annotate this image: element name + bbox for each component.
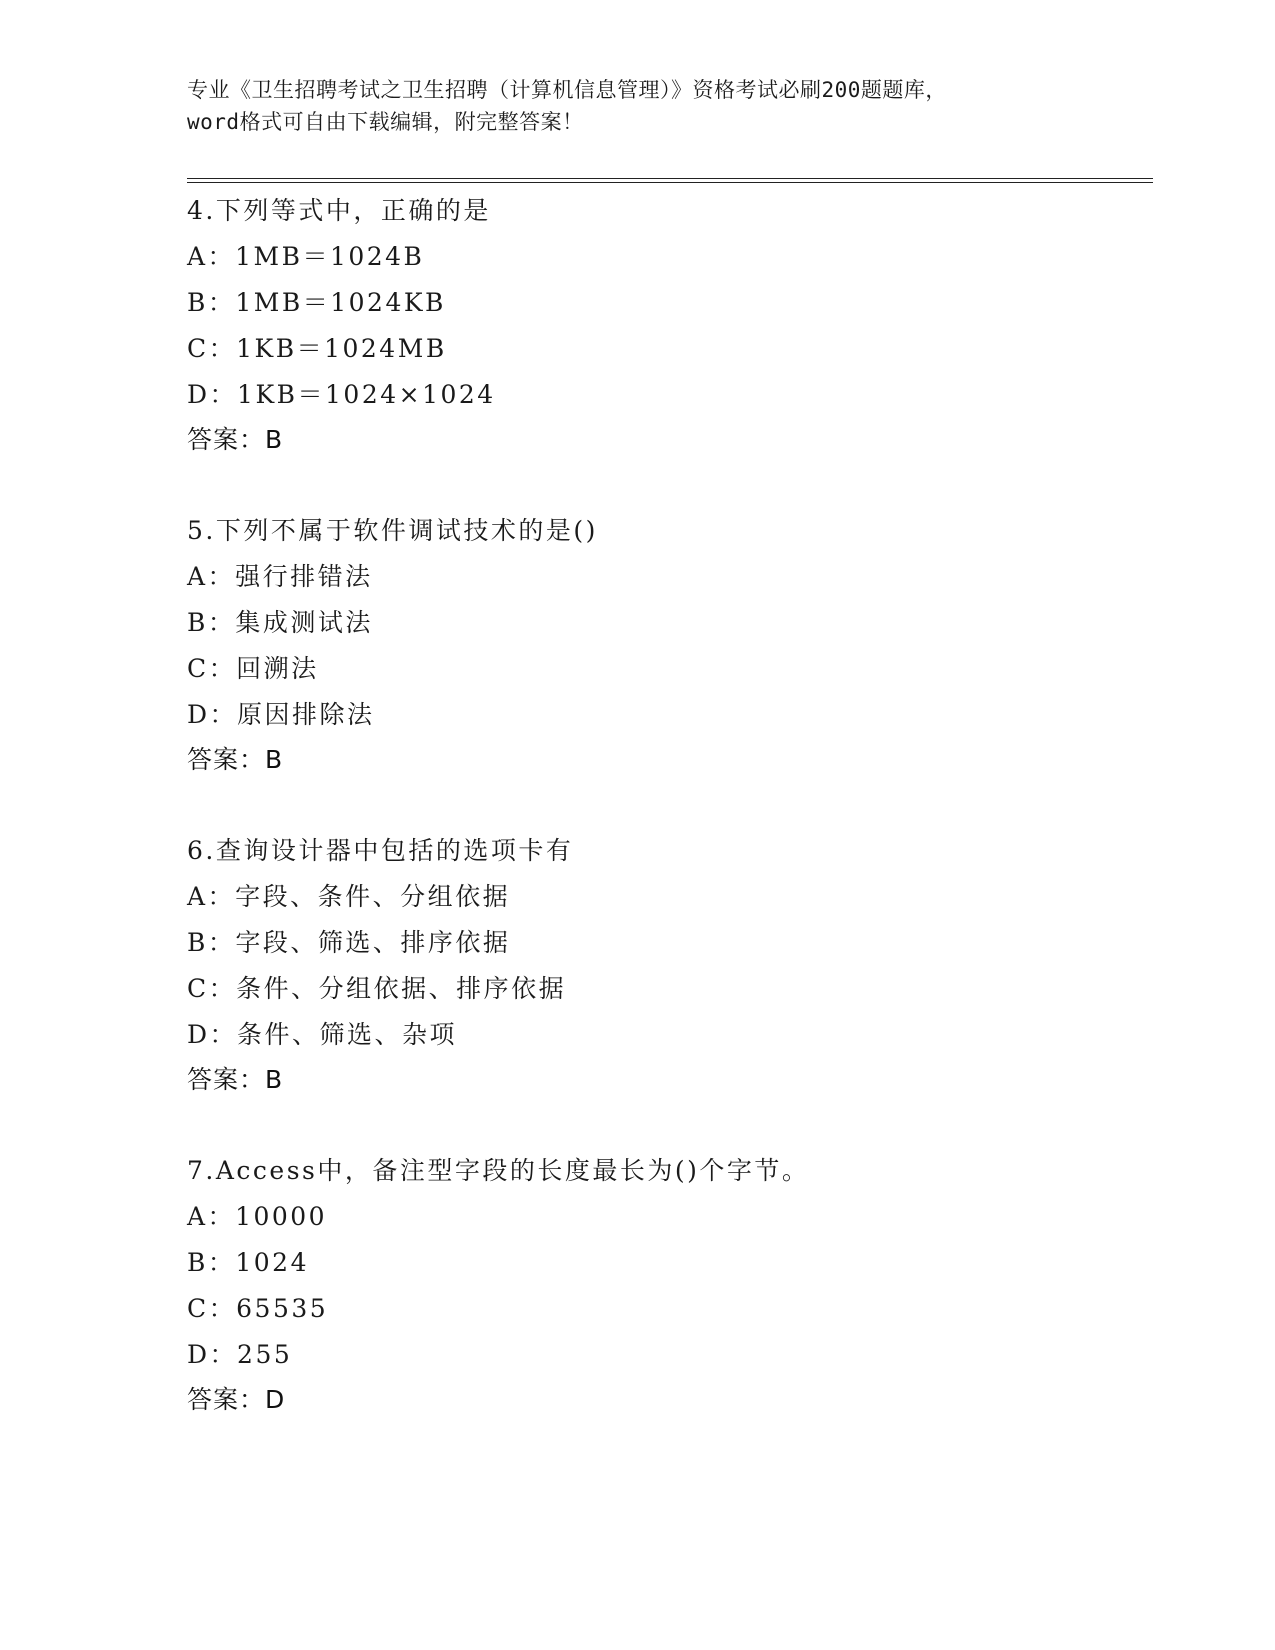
option-text: 1MB＝1024B [235, 242, 425, 271]
option-key: A： [187, 1202, 236, 1231]
option-key: C： [187, 974, 237, 1003]
option-text: 强行排错法 [235, 562, 373, 591]
option-key: B： [187, 1248, 236, 1277]
option-text: 255 [237, 1340, 293, 1369]
question-7 [187, 1148, 1147, 1422]
option-text: 字段、条件、分组依据 [235, 882, 511, 911]
header-divider-bottom [187, 182, 1153, 183]
question-5 [187, 508, 1147, 782]
option-a [187, 554, 1147, 600]
question-6 [187, 828, 1147, 1102]
option-d [187, 1332, 1147, 1378]
option-text: 1KB＝1024MB [236, 334, 447, 363]
option-c [187, 966, 1147, 1012]
option-key: D： [187, 1340, 238, 1369]
answer-line: 答案：B [187, 745, 284, 774]
option-text: 1024 [235, 1248, 309, 1277]
question-stem: 5.下列不属于软件调试技术的是() [187, 516, 598, 545]
option-b [187, 280, 1147, 326]
question-stem: 7.Access中，备注型字段的长度最长为()个字节。 [187, 1156, 810, 1185]
option-a [187, 1194, 1147, 1240]
question-4 [187, 188, 1147, 462]
option-text: 条件、筛选、杂项 [237, 1020, 458, 1049]
option-b [187, 920, 1147, 966]
option-text: 10000 [235, 1202, 328, 1231]
option-b [187, 600, 1147, 646]
option-key: A： [187, 882, 236, 911]
header-divider-top [187, 178, 1153, 179]
option-text: 条件、分组依据、排序依据 [236, 974, 567, 1003]
option-key: A： [187, 562, 236, 591]
option-key: D： [187, 700, 238, 729]
document-header [187, 74, 1087, 138]
option-key: A： [187, 242, 236, 271]
option-c [187, 1286, 1147, 1332]
option-d [187, 692, 1147, 738]
option-key: C： [187, 1294, 237, 1323]
option-text: 原因排除法 [237, 700, 375, 729]
option-key: B： [187, 288, 236, 317]
question-stem: 4.下列等式中，正确的是 [187, 196, 491, 225]
question-list [187, 188, 1147, 1468]
option-d [187, 372, 1147, 418]
option-text: 回溯法 [236, 654, 319, 683]
header-line-2: word格式可自由下载编辑，附完整答案！ [187, 110, 584, 134]
option-text: 字段、筛选、排序依据 [235, 928, 511, 957]
option-text: 集成测试法 [235, 608, 373, 637]
answer-line: 答案：D [187, 1385, 286, 1414]
option-c [187, 326, 1147, 372]
option-key: C： [187, 654, 237, 683]
answer-line: 答案：B [187, 425, 284, 454]
option-key: C： [187, 334, 237, 363]
option-a [187, 874, 1147, 920]
option-key: D： [187, 1020, 238, 1049]
option-text: 65535 [236, 1294, 329, 1323]
question-stem: 6.查询设计器中包括的选项卡有 [187, 836, 574, 865]
option-text: 1MB＝1024KB [235, 288, 446, 317]
option-text: 1KB＝1024×1024 [237, 380, 496, 409]
option-key: B： [187, 928, 236, 957]
option-key: B： [187, 608, 236, 637]
option-b [187, 1240, 1147, 1286]
option-d [187, 1012, 1147, 1058]
option-c [187, 646, 1147, 692]
answer-line: 答案：B [187, 1065, 284, 1094]
option-key: D： [187, 380, 238, 409]
option-a [187, 234, 1147, 280]
header-line-1: 专业《卫生招聘考试之卫生招聘（计算机信息管理）》资格考试必刷200题题库， [187, 78, 947, 102]
